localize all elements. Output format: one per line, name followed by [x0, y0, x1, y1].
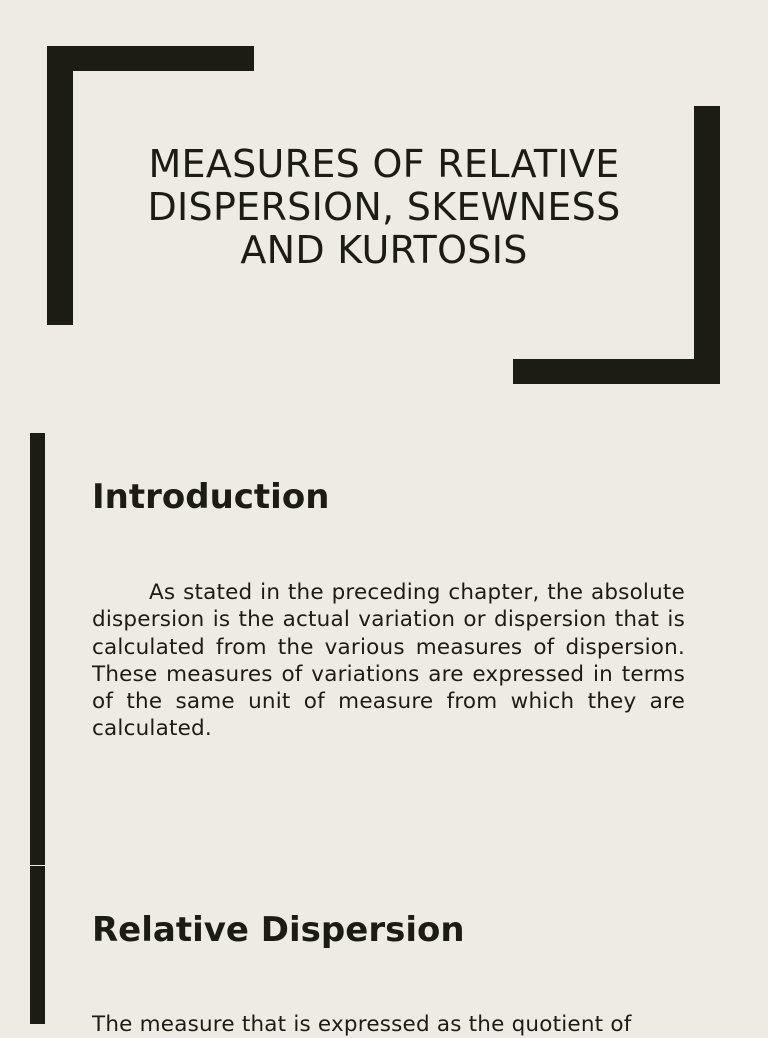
relative-dispersion-heading: Relative Dispersion	[92, 910, 465, 950]
relative-dispersion-body: The measure that is expressed as the quotient of	[92, 1012, 632, 1037]
relative-dispersion-slide	[0, 866, 768, 1037]
slide-accent-bar	[30, 433, 45, 865]
corner-frame-top-left-horizontal	[47, 46, 254, 71]
title-slide	[0, 0, 768, 432]
introduction-slide	[0, 433, 768, 865]
introduction-body: As stated in the preceding chapter, the absolute dispersion is the actual variation or dispersion that is calculated from the various measures of dispersion. These measures of variations are expressed in terms of the same unit of measure from which they are calculated.	[92, 580, 685, 742]
corner-frame-bottom-right-vertical	[694, 106, 720, 384]
presentation-title: MEASURES OF RELATIVE DISPERSION, SKEWNESS AND KURTOSIS	[147, 142, 621, 272]
introduction-heading: Introduction	[92, 477, 330, 517]
corner-frame-bottom-right-horizontal	[513, 359, 720, 384]
corner-frame-top-left-vertical	[47, 46, 73, 325]
slide-accent-bar	[30, 866, 45, 1024]
